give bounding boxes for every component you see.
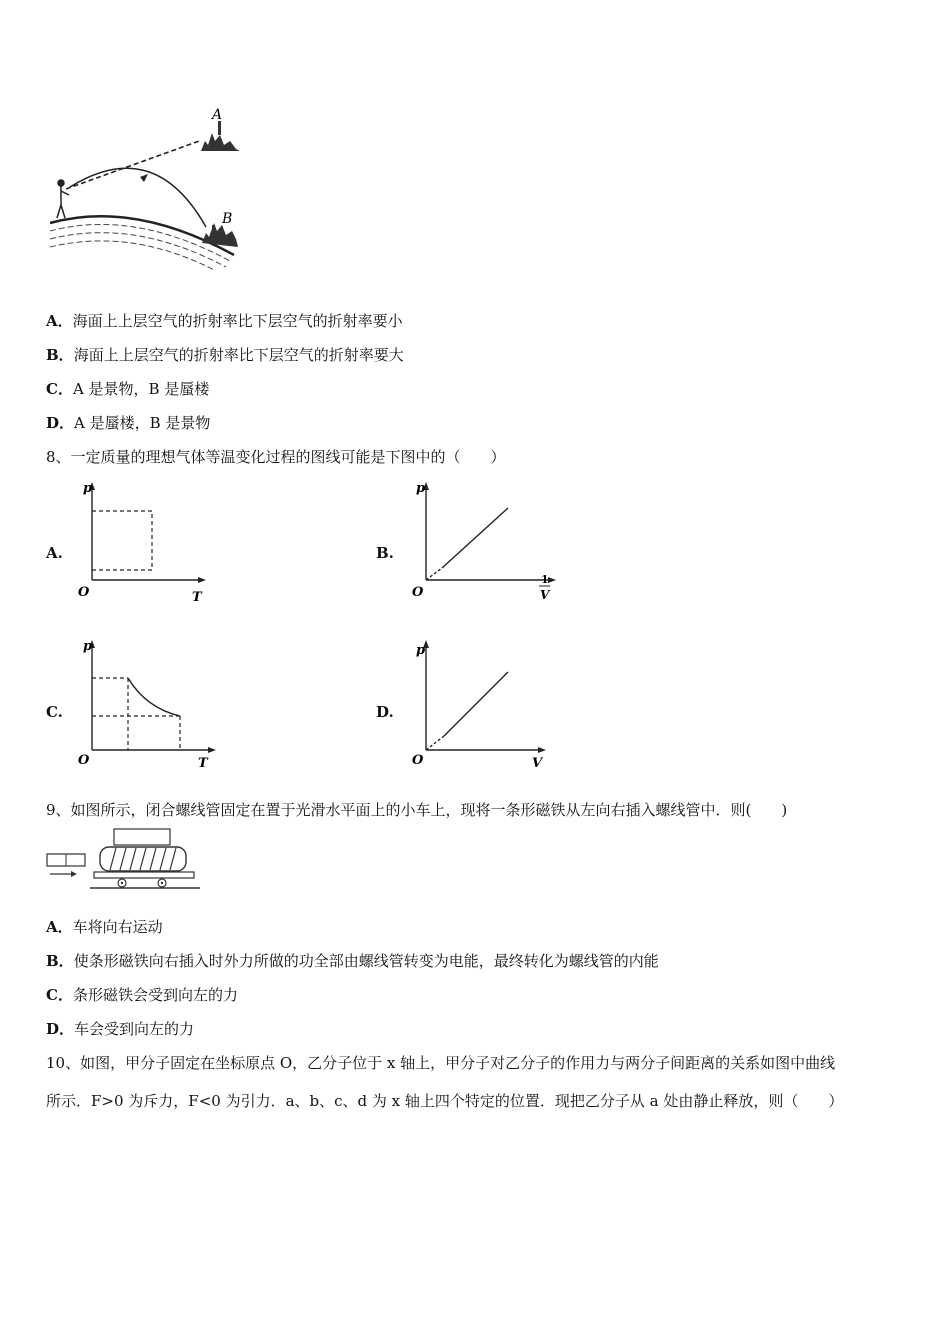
q7-option-a[interactable]: A．海面上上层空气的折射率比下层空气的折射率要小 <box>46 312 403 330</box>
q9-option-d[interactable]: D．车会受到向左的力 <box>46 1020 195 1038</box>
q9-stem: 9、如图所示，闭合螺线管固定在置于光滑水平面上的小车上，现将一条形磁铁从左向右插入螺线管中．则( ) <box>46 801 788 819</box>
label-a: A <box>212 107 223 123</box>
graph-c <box>74 636 219 770</box>
q9-option-c[interactable]: C．条形磁铁会受到向左的力 <box>46 986 238 1004</box>
q7-option-d[interactable]: D．A 是蜃楼，B 是景物 <box>46 414 211 432</box>
label-b: B <box>222 211 233 227</box>
graph-a-x-label: T <box>192 590 202 604</box>
q7-option-b[interactable]: B．海面上上层空气的折射率比下层空气的折射率要大 <box>46 346 404 364</box>
graph-b-y-label: p <box>416 481 426 496</box>
q8-option-d-label[interactable]: D. <box>376 703 394 721</box>
graph-c-x-label: T <box>198 756 208 770</box>
graph-b-origin: O <box>412 585 424 600</box>
mirage-figure <box>44 105 244 270</box>
graph-b <box>404 478 564 604</box>
graph-d <box>404 636 554 770</box>
graph-a-y-label: p <box>83 481 93 496</box>
graph-b-x-num: 1 <box>541 573 549 586</box>
q7-option-c[interactable]: C．A 是景物，B 是蜃楼 <box>46 380 210 398</box>
graph-d-y-label: p <box>416 643 426 658</box>
graph-c-origin: O <box>78 753 90 768</box>
q8-option-b-label[interactable]: B. <box>376 544 394 562</box>
graph-c-y-label: p <box>83 639 93 654</box>
graph-a-origin: O <box>78 585 90 600</box>
q8-stem: 8、一定质量的理想气体等温变化过程的图线可能是下图中的（ ） <box>46 448 506 466</box>
graph-d-origin: O <box>412 753 424 768</box>
q9-option-b[interactable]: B．使条形磁铁向右插入时外力所做的功全部由螺线管转变为电能，最终转化为螺线管的内能 <box>46 952 659 970</box>
q9-option-a[interactable]: A．车将向右运动 <box>46 918 163 936</box>
q8-option-a-label[interactable]: A. <box>46 544 63 562</box>
q10-stem-line-2: 所示．F>0 为斥力，F<0 为引力．a、b、c、d 为 x 轴上四个特定的位置．现把乙分子从 a 处由静止释放，则（ ） <box>46 1092 844 1110</box>
graph-d-x-label: V <box>532 756 543 770</box>
graph-a <box>74 478 214 604</box>
q8-option-c-label[interactable]: C. <box>46 703 63 721</box>
q10-stem-line-1: 10、如图，甲分子固定在坐标原点 O，乙分子位于 x 轴上，甲分子对乙分子的作用力与两分子间距离的关系如图中曲线 <box>46 1054 836 1072</box>
solenoid-cart-figure <box>44 826 204 894</box>
graph-b-x-den: V <box>540 588 550 602</box>
